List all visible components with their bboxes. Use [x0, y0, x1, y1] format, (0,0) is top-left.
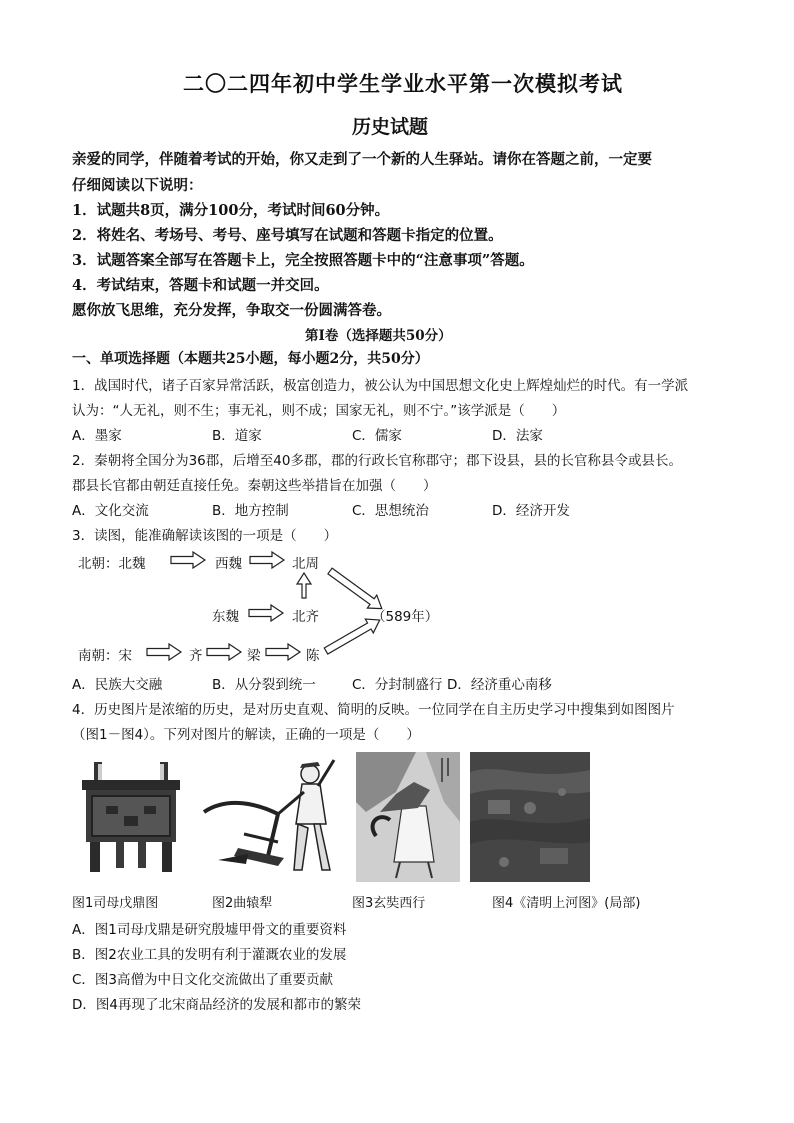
question-3-line-1: 3．读图，能准确解读该图的一项是（ ） — [72, 528, 338, 544]
figure-3-caption: 图3玄奘西行 — [352, 896, 426, 911]
figure-4-qingming-image — [470, 752, 590, 882]
question-4-line-1: 4．历史图片是浓缩的历史，是对历史直观、简明的反映。一位同学在自主历史学习中搜集到如图图片 — [72, 702, 675, 718]
instruction-item: 4．考试结束，答题卡和试题一并交回。 — [72, 277, 329, 294]
intro-line-2: 仔细阅读以下说明： — [72, 177, 203, 194]
exam-title: 二〇二四年初中学生学业水平第一次模拟考试 — [183, 71, 623, 96]
question-1-line-2: 认为：“人无礼，则不生；事无礼，则不成；国家无礼，则不宁。”该学派是（ ） — [72, 403, 566, 419]
arrow-beiqi-to-beizhou — [297, 573, 311, 598]
q4-option-c[interactable]: C．图3高僧为中日文化交流做出了重要贡献 — [72, 972, 334, 988]
q1-option-c[interactable]: C．儒家 — [352, 428, 402, 444]
arrow-beizhou-to-589 — [325, 565, 386, 616]
figure-2-plow-image — [198, 752, 348, 882]
chen-dynasty: 陈 — [306, 648, 320, 664]
q1-option-a[interactable]: A．墨家 — [72, 428, 122, 444]
liang-dynasty: 梁 — [247, 648, 261, 664]
q2-option-d[interactable]: D．经济开发 — [492, 503, 570, 519]
intro-closing: 愿你放飞思维，充分发挥，争取交一份圆满答卷。 — [72, 302, 391, 319]
question-2-line-1: 2．秦朝将全国分为36郡，后增至40多郡，郡的行政长官称郡守；郡下设县，县的长官称县令或县长。 — [72, 453, 682, 469]
q4-option-a[interactable]: A．图1司母戊鼎是研究殷墟甲骨文的重要资料 — [72, 922, 347, 938]
arrow-xiwei-to-beizhou — [250, 552, 284, 568]
qi-dynasty: 齐 — [189, 648, 203, 664]
part-heading: 第Ⅰ卷（选择题共50分） — [305, 328, 452, 344]
question-4-line-2: （图1－图4）。下列对图片的解读，正确的一项是（ ） — [72, 727, 420, 743]
section-heading: 一、单项选择题（本题共25小题，每小题2分，共50分） — [72, 351, 429, 367]
arrow-liang-to-chen — [266, 644, 300, 660]
q3-option-d[interactable]: D．经济重心南移 — [447, 677, 552, 693]
q4-option-b[interactable]: B．图2农业工具的发明有利于灌溉农业的发展 — [72, 947, 347, 963]
northern-zhou: 北周 — [292, 556, 319, 572]
q1-option-b[interactable]: B．道家 — [212, 428, 262, 444]
year-589: （589年） — [372, 609, 439, 625]
instruction-item: 1．试题共8页，满分100分，考试时间60分钟。 — [72, 202, 390, 219]
question-2-line-2: 郡县长官都由朝廷直接任免。秦朝这些举措旨在加强（ ） — [72, 478, 437, 494]
question-1-line-1: 1．战国时代，诸子百家异常活跃，极富创造力，被公认为中国思想文化史上辉煌灿烂的时代。有一学派 — [72, 378, 689, 394]
q4-option-d[interactable]: D．图4再现了北宋商品经济的发展和都市的繁荣 — [72, 997, 361, 1013]
arrow-qi-to-liang — [207, 644, 241, 660]
q2-option-b[interactable]: B．地方控制 — [212, 503, 289, 519]
arrow-dongwei-to-beiqi — [249, 605, 283, 621]
north-dynasty-label: 北朝：北魏 — [78, 556, 146, 572]
western-wei: 西魏 — [215, 556, 242, 572]
south-dynasty-label: 南朝：宋 — [78, 648, 132, 664]
figure-1-ding-image — [76, 758, 186, 878]
arrow-chen-to-589 — [322, 613, 384, 658]
eastern-wei: 东魏 — [212, 609, 239, 625]
instruction-item: 2．将姓名、考场号、考号、座号填写在试题和答题卡指定的位置。 — [72, 227, 503, 244]
arrow-beiwei-to-xiwei — [171, 552, 205, 568]
figure-3-xuanzang-image — [356, 752, 460, 882]
arrow-song-to-qi — [147, 644, 181, 660]
figure-4-caption: 图4《清明上河图》(局部) — [492, 896, 641, 911]
exam-subtitle: 历史试题 — [352, 116, 429, 138]
figure-1-caption: 图1司母戊鼎图 — [72, 896, 159, 911]
q3-option-b[interactable]: B．从分裂到统一 — [212, 677, 316, 693]
q3-option-a[interactable]: A．民族大交融 — [72, 677, 163, 693]
northern-qi: 北齐 — [292, 609, 319, 625]
intro-line-1: 亲爱的同学，伴随着考试的开始，你又走到了一个新的人生驿站。请你在答题之前，一定要 — [72, 151, 652, 168]
instruction-item: 3．试题答案全部写在答题卡上，完全按照答题卡中的“注意事项”答题。 — [72, 252, 534, 269]
q1-option-d[interactable]: D．法家 — [492, 428, 543, 444]
q3-option-c[interactable]: C．分封制盛行 — [352, 677, 443, 693]
figure-2-caption: 图2曲辕犁 — [212, 896, 273, 911]
q2-option-a[interactable]: A．文化交流 — [72, 503, 149, 519]
q2-option-c[interactable]: C．思想统治 — [352, 503, 429, 519]
